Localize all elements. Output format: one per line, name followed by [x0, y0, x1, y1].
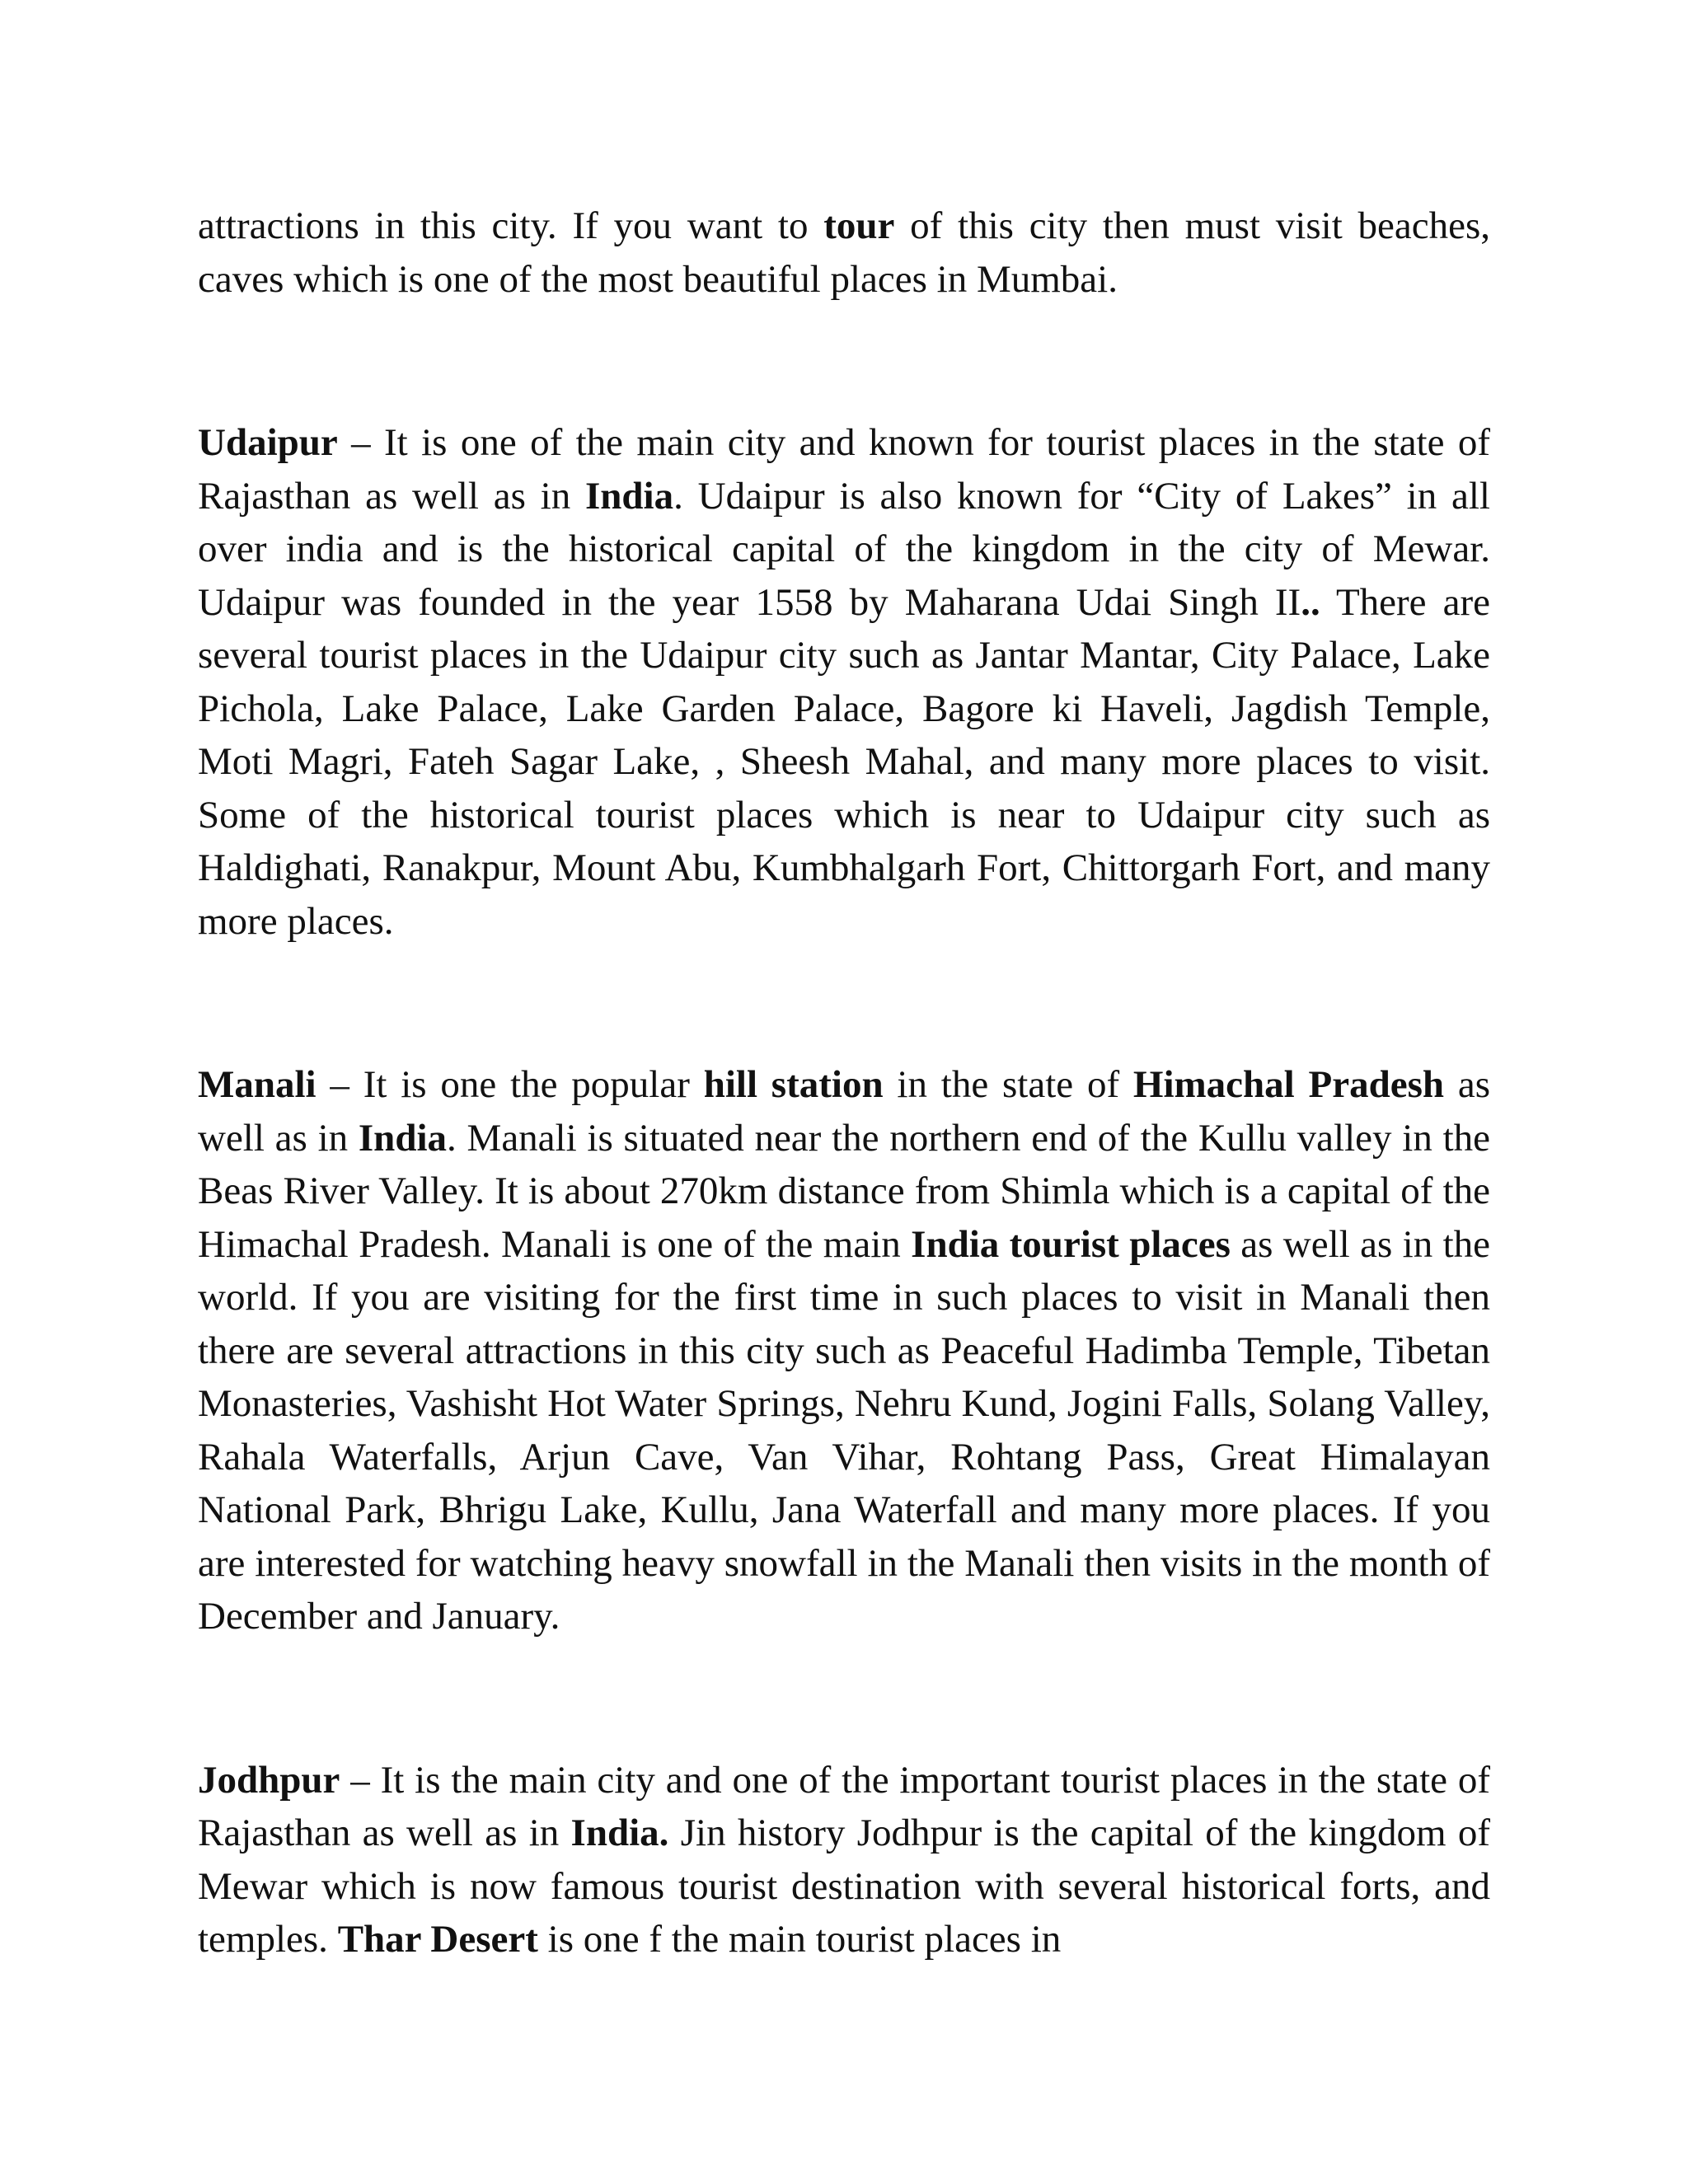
- bold-term-hill-station: hill station: [703, 1063, 884, 1106]
- text-segment: as well as in the world. If you are visiting for the first time in such places to visit in Manali then there are several attractions in this city such as Peaceful Hadimba Temple, Tibetan Monasteries, Vashisht Hot Water Springs, Nehru Kund, Jogini Falls, Solang Valley, Rahala Waterfalls, Arjun Cave, Van Vihar, Rohtang Pass, Great Himalayan National Park, Bhrigu Lake, Kullu, Jana Waterfall and many more places. If you are interested for watching heavy snowfall in the Manali then visits in the month of December and January.: [198, 1222, 1490, 1638]
- text-segment: in the state of: [883, 1063, 1133, 1106]
- text-segment: – It is the main city and one of the important tourist places in the state of Rajasthan as well as in: [198, 1758, 1490, 1854]
- manali-paragraph: [198, 1058, 1490, 1643]
- bold-term-india: India: [584, 474, 674, 518]
- text-segment: is one f the main tourist places in: [537, 1918, 1062, 1961]
- heading-term-udaipur: Udaipur: [198, 421, 338, 464]
- text-segment: There are several tourist places in the Udaipur city such as Jantar Mantar, City Palace, Lake Pichola, Lake Palace, Lake Garden Palace, Bagore ki Haveli, Jagdish Temple, Moti Magri, Fateh Sagar Lake, , Sheesh Mahal, and many more places to visit. Some of the historical tourist places which is near to Udaipur city such as Haldighati, Ranakpur, Mount Abu, Kumbhalgarh Fort, Chittorgarh Fort, and many more places.: [198, 580, 1491, 943]
- text-segment: of this city then must visit beaches, caves which is one of the most beautiful places in Mumbai.: [198, 204, 1490, 301]
- bold-term-tour: tour: [823, 204, 895, 247]
- bold-term-india: India: [358, 1116, 448, 1160]
- bold-term-thar-desert: Thar Desert: [337, 1918, 538, 1961]
- document-body: [198, 199, 1490, 1966]
- bold-term-india-tourist-places: India tourist places: [911, 1222, 1231, 1266]
- text-segment: as well as in: [198, 1063, 1491, 1160]
- text-segment: Jin history Jodhpur is the capital of the kingdom of Mewar which is now famous tourist destination with several historical forts, and temples.: [198, 1811, 1490, 1961]
- heading-term-manali: Manali: [198, 1063, 316, 1106]
- text-segment: . Udaipur is also known for “City of Lakes” in all over india and is the historical capital of the kingdom in the city of Mewar. Udaipur was founded in the year 1558 by Maharana Udai Singh II: [198, 474, 1490, 624]
- mumbai-paragraph: [198, 199, 1490, 306]
- bold-punctuation: ..: [1301, 580, 1320, 624]
- udaipur-paragraph: [198, 416, 1490, 948]
- heading-term-jodhpur: Jodhpur: [198, 1758, 340, 1802]
- text-segment: . Manali is situated near the northern end of the Kullu valley in the Beas River Valley. It is about 270km distance from Shimla which is a capital of the Himachal Pradesh. Manali is one of the main: [198, 1116, 1490, 1266]
- text-segment: attractions in this city. If you want to: [198, 204, 824, 247]
- text-segment: – It is one of the main city and known for tourist places in the state of Rajasthan as well as in: [198, 421, 1490, 518]
- bold-term-himachal-pradesh: Himachal Pradesh: [1132, 1063, 1445, 1106]
- jodhpur-paragraph: [198, 1754, 1490, 1966]
- text-segment: – It is one the popular: [316, 1063, 704, 1106]
- bold-term-india: India.: [570, 1811, 669, 1854]
